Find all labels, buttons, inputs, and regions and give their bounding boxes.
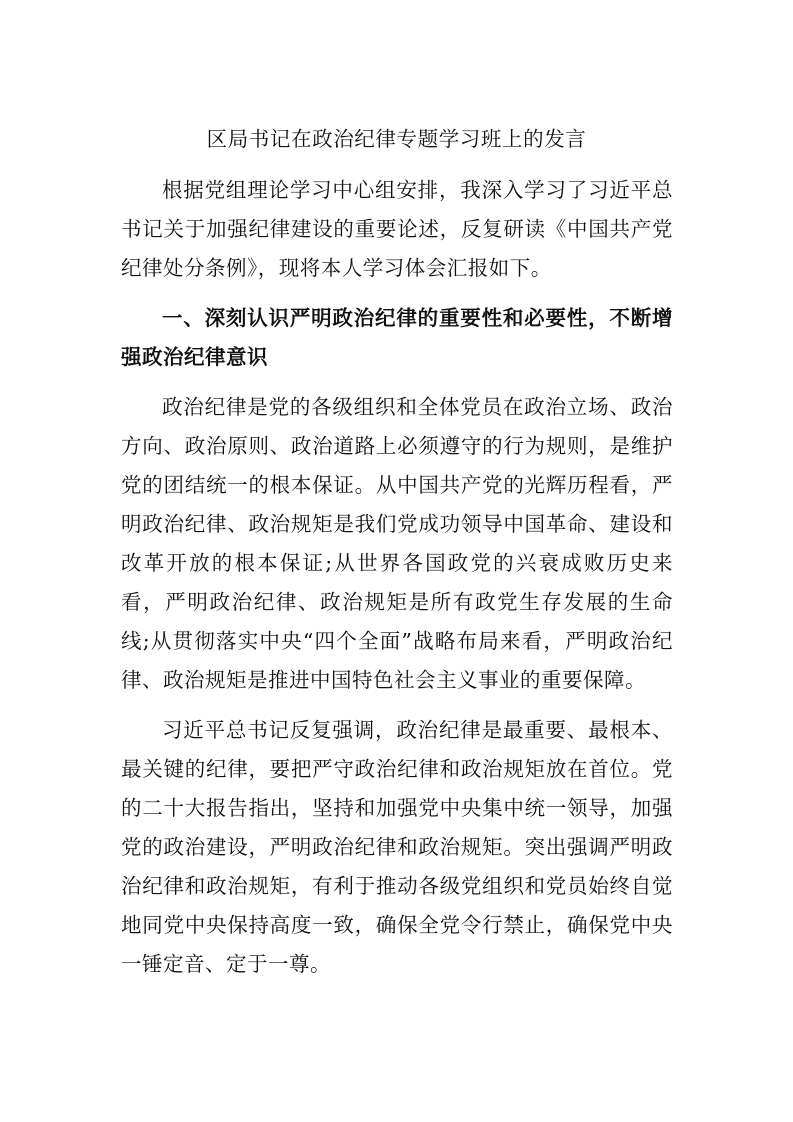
- body-paragraph-1: 政治纪律是党的各级组织和全体党员在政治立场、政治方向、政治原则、政治道路上必须遵守的行为规则，是维护党的团结统一的根本保证。从中国共产党的光辉历程看，严明政治纪律、政治规矩是我们党成功领导中国革命、建设和改革开放的根本保证;从世界各国政党的兴衰成败历史来看，严明政治纪律、政治规矩是所有政党生存发展的生命线;从贯彻落实中央“四个全面”战略布局来看，严明政治纪律、政治规矩是推进中国特色社会主义事业的重要保障。: [121, 395, 673, 692]
- document-body: [121, 171, 673, 995]
- section-heading: 一、深刻认识严明政治纪律的重要性和必要性，不断增强政治纪律意识: [121, 306, 673, 369]
- intro-paragraph: 根据党组理论学习中心组安排，我深入学习了习近平总书记关于加强纪律建设的重要论述，反复研读《中国共产党纪律处分条例》，现将本人学习体会汇报如下。: [121, 178, 673, 280]
- document-title: 区局书记在政治纪律专题学习班上的发言: [206, 127, 587, 151]
- body-paragraph-2: 习近平总书记反复强调，政治纪律是最重要、最根本、最关键的纪律，要把严守政治纪律和政治规矩放在首位。党的二十大报告指出，坚持和加强党中央集中统一领导，加强党的政治建设，严明政治纪律和政治规矩。突出强调严明政治纪律和政治规矩，有利于推动各级党组织和党员始终自觉地同党中央保持高度一致，确保全党令行禁止，确保党中央一锤定音、定于一尊。: [121, 718, 673, 976]
